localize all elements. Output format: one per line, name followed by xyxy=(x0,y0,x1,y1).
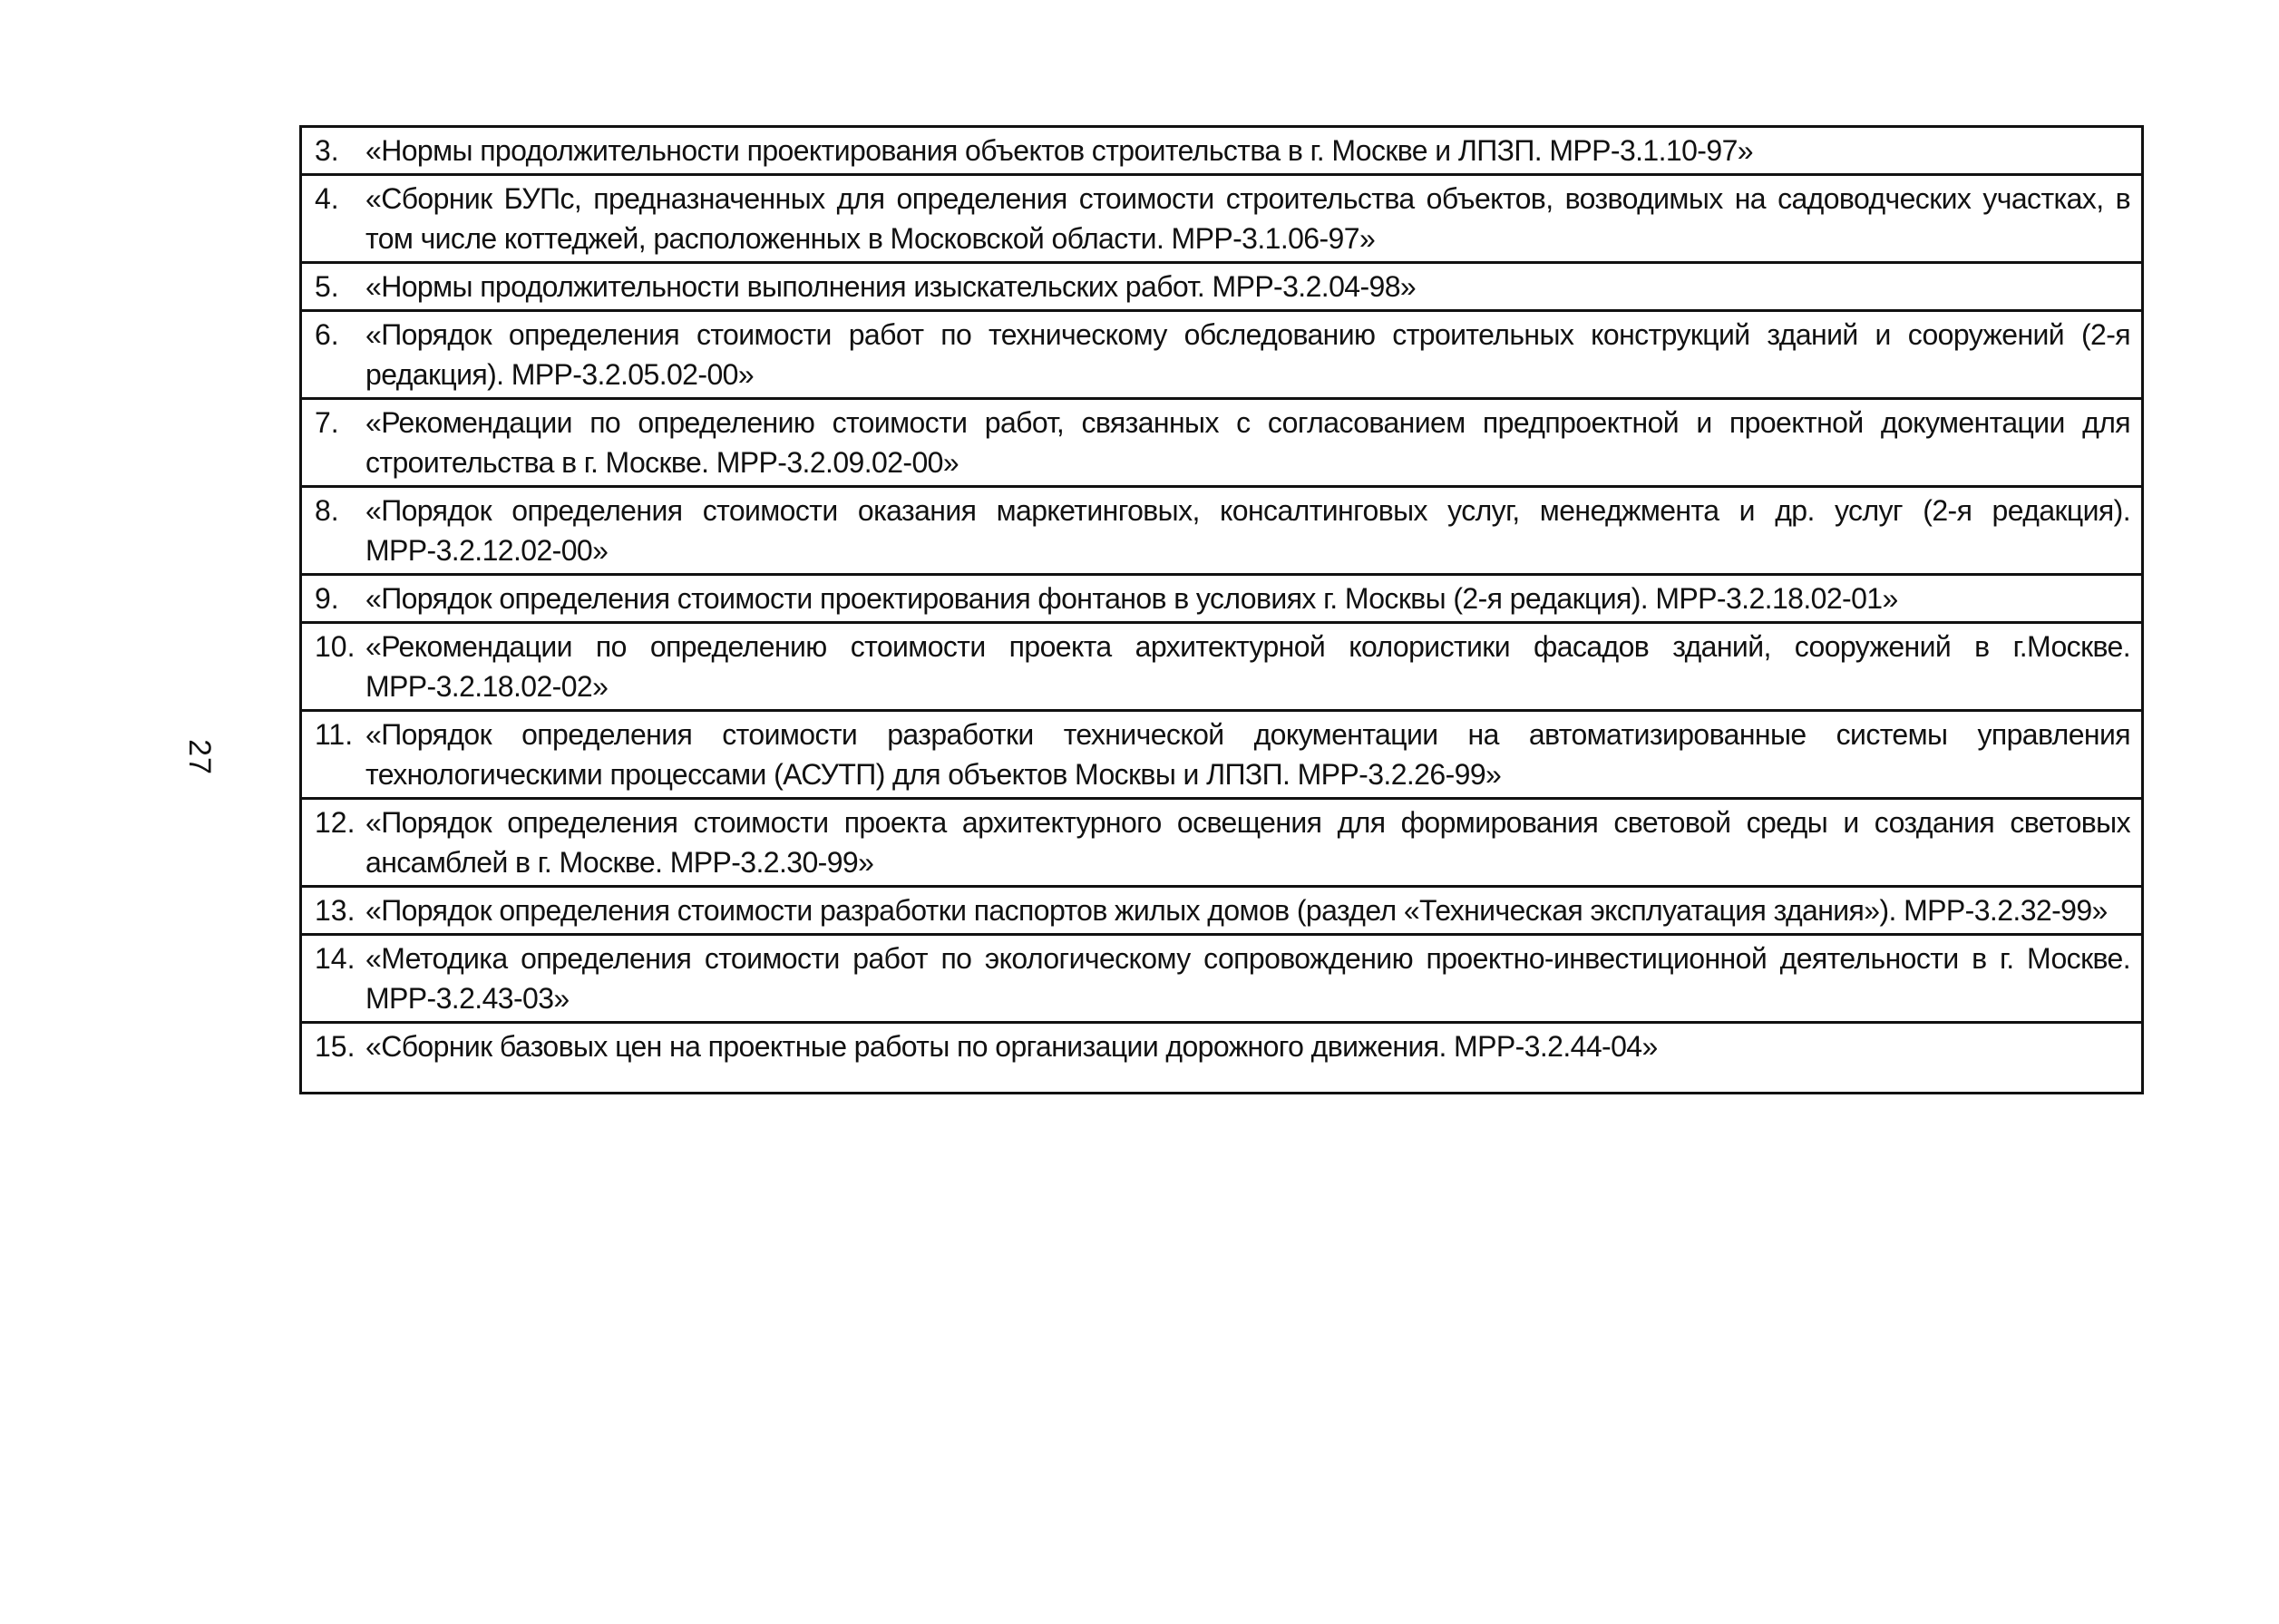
row-text: «Рекомендации по определению стоимости работ, связанных с согласованием предпроектной и проектной документации для строительства в г. Москве. МРР-3.2.09.02-00» xyxy=(365,406,2130,479)
table-row xyxy=(302,173,2141,261)
row-text: «Сборник БУПс, предназначенных для определения стоимости строительства объектов, возводимых на садоводческих участках, в том числе коттеджей, расположенных в Московской области. МРР-3.1.06-97» xyxy=(365,182,2130,255)
table-row xyxy=(302,1021,2141,1092)
row-number: 9. xyxy=(315,582,339,615)
table-row xyxy=(302,885,2141,933)
row-text: «Сборник базовых цен на проектные работы по организации дорожного движения. МРР-3.2.44-04» xyxy=(365,1030,1658,1063)
row-text: «Порядок определения стоимости оказания маркетинговых, консалтинговых услуг, менеджмента и др. услуг (2-я редакция). МРР-3.2.12.02-00» xyxy=(365,494,2130,567)
row-number: 6. xyxy=(315,318,339,351)
row-number: 11. xyxy=(315,718,354,751)
row-text: «Порядок определения стоимости разработки технической документации на автоматизированные системы управления технологическими процессами (АСУТП) для объектов Москвы и ЛПЗП. МРР-3.2.26-99» xyxy=(365,718,2130,791)
table-row xyxy=(302,709,2141,797)
row-text: «Нормы продолжительности проектирования объектов строительства в г. Москве и ЛПЗП. МРР-3.1.10-97» xyxy=(365,134,1753,167)
row-number: 10. xyxy=(315,630,355,663)
row-number: 13. xyxy=(315,894,355,927)
row-text: «Порядок определения стоимости проекта архитектурного освещения для формирования световой среды и создания световых ансамблей в г. Москве. МРР-3.2.30-99» xyxy=(365,806,2130,879)
row-text: «Рекомендации по определению стоимости проекта архитектурной колористики фасадов зданий, сооружений в г.Москве. МРР-3.2.18.02-02» xyxy=(365,630,2130,703)
row-number: 15. xyxy=(315,1030,355,1063)
table-row xyxy=(302,573,2141,621)
row-text: «Методика определения стоимости работ по экологическому сопровождению проектно-инвестиционной деятельности в г. Москве. МРР-3.2.43-03» xyxy=(365,942,2130,1015)
row-number: 14. xyxy=(315,942,355,975)
row-text: «Порядок определения стоимости работ по техническому обследованию строительных конструкций зданий и сооружений (2-я редакция). МРР-3.2.05.02-00» xyxy=(365,318,2130,391)
row-number: 4. xyxy=(315,182,339,215)
page-number: 27 xyxy=(181,739,217,775)
row-number: 12. xyxy=(315,806,355,839)
row-number: 8. xyxy=(315,494,339,527)
table-row xyxy=(302,309,2141,397)
table-row xyxy=(302,485,2141,573)
row-text: «Порядок определения стоимости проектирования фонтанов в условиях г. Москвы (2-я редакция). МРР-3.2.18.02-01» xyxy=(365,582,1898,615)
table-row xyxy=(302,397,2141,485)
table-row xyxy=(302,933,2141,1021)
document-list-table xyxy=(299,125,2144,1094)
table-row xyxy=(302,261,2141,309)
row-text: «Порядок определения стоимости разработки паспортов жилых домов (раздел «Техническая эксплуатация здания»). МРР-3.2.32-99» xyxy=(365,894,2108,927)
row-number: 7. xyxy=(315,406,339,439)
table-row xyxy=(302,797,2141,885)
row-number: 5. xyxy=(315,270,339,303)
table-row xyxy=(302,128,2141,173)
row-text: «Нормы продолжительности выполнения изыскательских работ. МРР-3.2.04-98» xyxy=(365,270,1417,303)
table-row xyxy=(302,621,2141,709)
row-number: 3. xyxy=(315,134,339,167)
